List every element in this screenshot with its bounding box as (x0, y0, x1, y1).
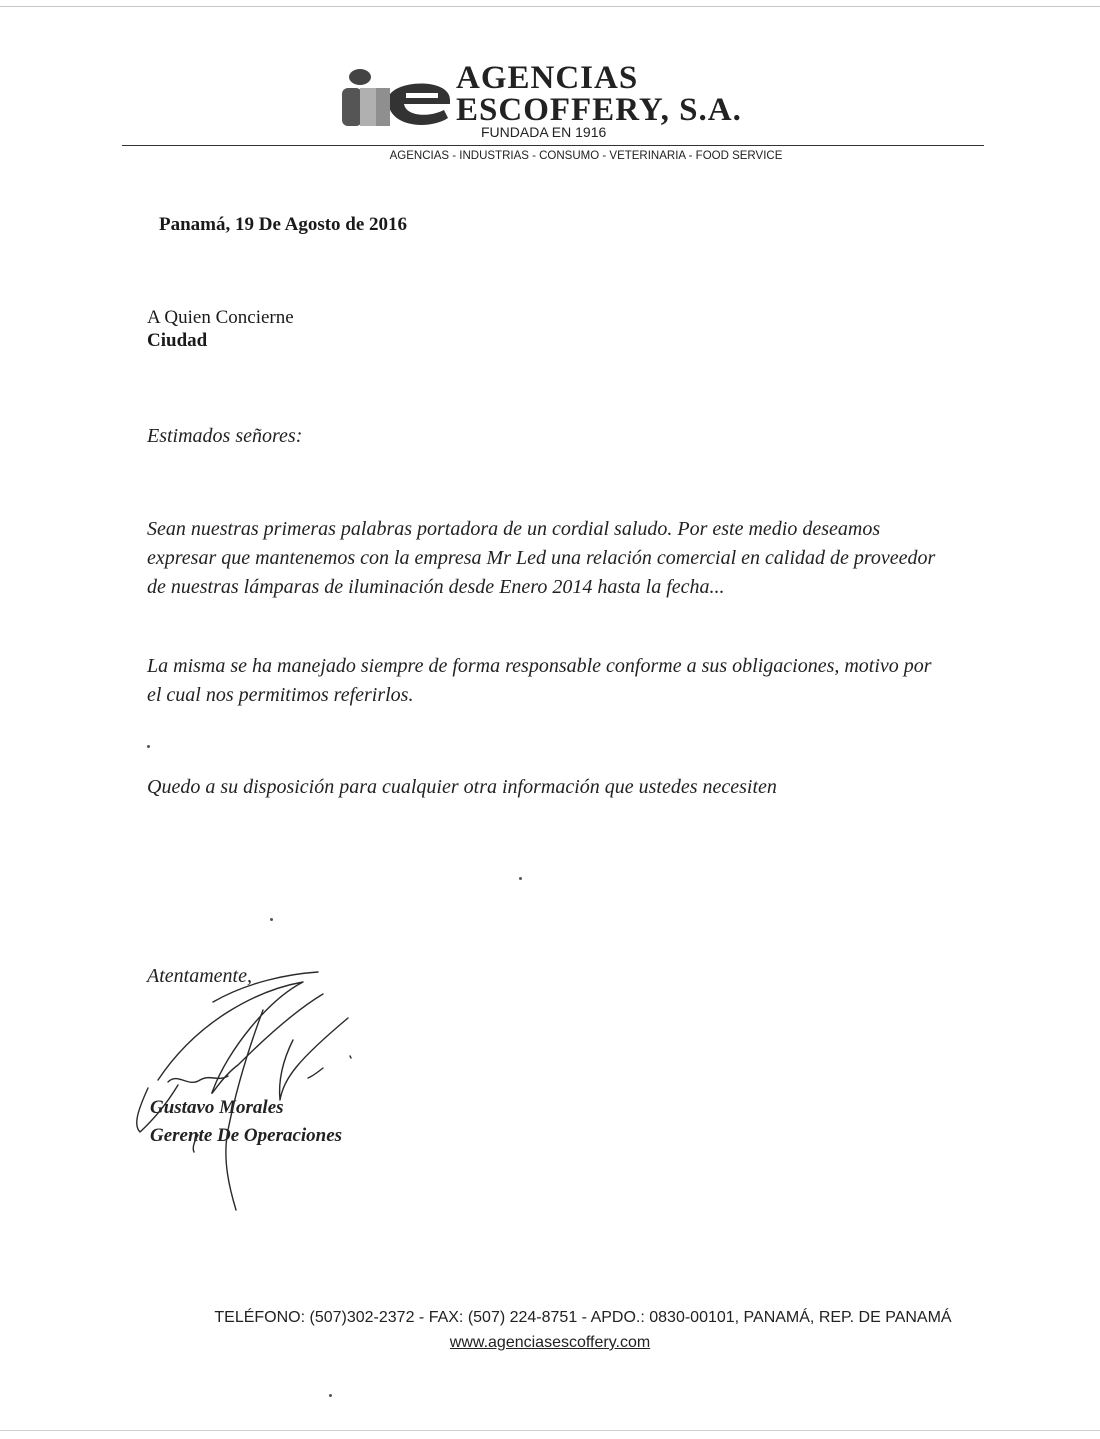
signer-role: Gerente De Operaciones (150, 1125, 343, 1146)
letter-date: Panamá, 19 De Agosto de 2016 (159, 214, 408, 235)
body-paragraph-3: Quedo a su disposición para cualquier otra información que ustedes necesiten (147, 776, 777, 798)
scan-speck (519, 877, 522, 880)
signer-name: Gustavo Morales (150, 1097, 284, 1118)
company-logo (340, 66, 452, 126)
scan-speck (147, 745, 150, 748)
company-name-line-1: AGENCIAS (456, 60, 639, 96)
body-paragraph-2: La misma se ha manejado siempre de forma responsable conforme a sus obligaciones, motivo por el cual nos permitimos referirlos. (147, 655, 932, 706)
footer-contact-info: TELÉFONO: (507)302-2372 - FAX: (507) 224-8751 - APDO.: 0830-00101, PANAMÁ, REP. DE PANAMÁ (214, 1309, 952, 1326)
scan-speck (329, 1394, 332, 1397)
recipient-line-2: Ciudad (147, 330, 208, 351)
top-edge-rule (0, 6, 1100, 7)
scan-speck (270, 918, 273, 921)
logo-mark (340, 66, 452, 126)
bottom-edge-rule (0, 1430, 1100, 1431)
company-divisions: AGENCIAS - INDUSTRIAS - CONSUMO - VETERINARIA - FOOD SERVICE (389, 150, 783, 162)
footer-website-link[interactable]: www.agenciasescoffery.com (449, 1334, 651, 1351)
recipient-line-1: A Quien Concierne (147, 307, 294, 328)
company-name-line-2: ESCOFFERY, S.A. (456, 92, 742, 128)
letterhead-rule (122, 145, 984, 146)
body-paragraph-1: Sean nuestras primeras palabras portadora de un cordial saludo. Por este medio deseamos expresar que mantenemos con la empresa Mr Led una relación comercial en calidad de proveedor de nuestras lámparas de iluminación desde Enero 2014 hasta la fecha... (147, 518, 936, 598)
closing-phrase: Atentamente, (147, 965, 252, 987)
founded-year: FUNDADA EN 1916 (481, 124, 607, 140)
salutation: Estimados señores: (147, 425, 303, 447)
handwritten-signature (118, 960, 418, 1220)
